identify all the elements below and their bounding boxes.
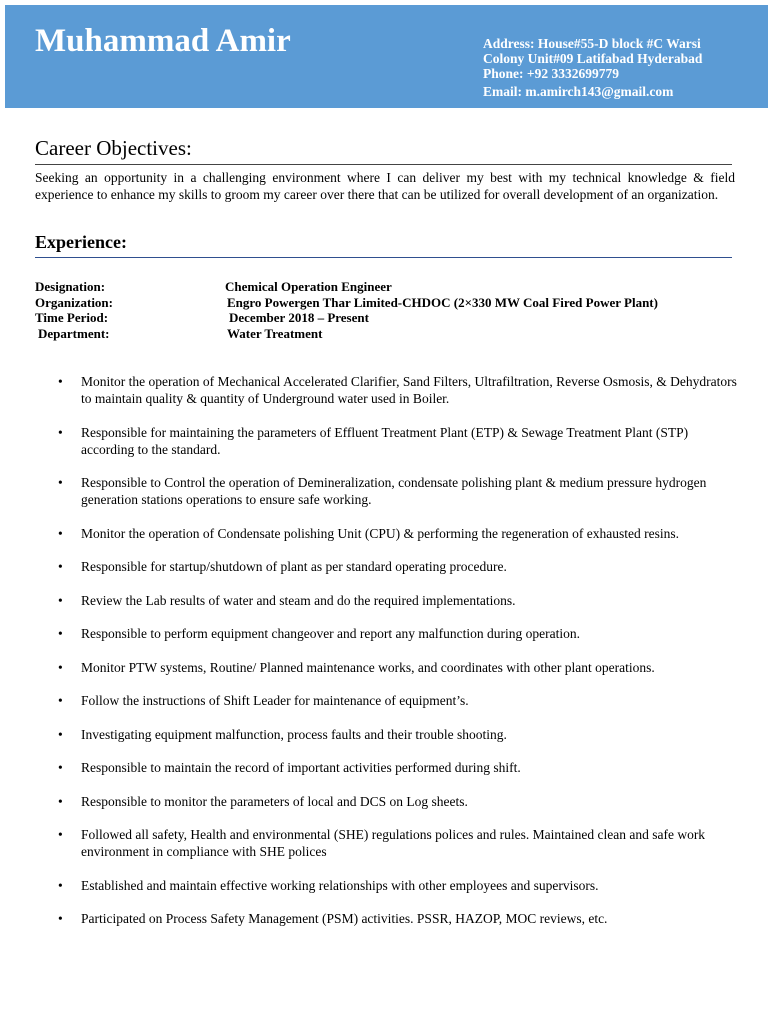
bullet-icon: • <box>58 374 63 389</box>
bullet-icon: • <box>58 877 63 893</box>
duty-text: Monitor the operation of Mechanical Accelerated Clarifier, Sand Filters, Ultrafiltration, Reverse Osmosis, & Dehydrators to maintain quality & quantity of Underground water used in Boiler. <box>81 374 737 406</box>
bullet-icon: • <box>58 760 63 775</box>
duty-text: Followed all safety, Health and environmental (SHE) regulations polices and rules. Maintained clean and safe work environment in compliance with SHE polices <box>81 827 706 859</box>
bullet-icon: • <box>58 626 63 641</box>
candidate-name: Muhammad Amir <box>35 23 291 59</box>
bullet-icon: • <box>58 793 63 809</box>
bullet-icon: • <box>58 726 63 742</box>
duty-text: Participated on Process Safety Management (PSM) activities. PSSR, HAZOP, MOC reviews, etc. <box>81 911 608 926</box>
list-item <box>0 474 768 508</box>
list-item <box>0 424 768 458</box>
duty-text: Follow the instructions of Shift Leader for maintenance of equipment’s. <box>81 693 469 708</box>
designation-value: Chemical Operation Engineer <box>225 279 392 294</box>
contact-info <box>483 36 763 99</box>
phone-number: Phone: +92 3332699779 <box>483 66 619 81</box>
time-period-value: December 2018 – Present <box>229 310 369 325</box>
duty-text: Monitor the operation of Condensate polishing Unit (CPU) & performing the regeneration of exhausted resins. <box>81 525 679 541</box>
organization-label: Organization: <box>35 294 113 310</box>
bullet-icon: • <box>58 659 63 675</box>
list-item <box>0 659 768 676</box>
list-item <box>0 877 768 894</box>
organization-value: Engro Powergen Thar Limited-CHDOC (2×330 MW Coal Fired Power Plant) <box>227 294 658 310</box>
bullet-icon: • <box>58 475 63 490</box>
duty-text: Investigating equipment malfunction, process faults and their trouble shooting. <box>81 726 507 742</box>
address-line-2: Colony Unit#09 Latifabad Hyderabad <box>483 51 703 66</box>
duty-text: Review the Lab results of water and steam and do the required implementations. <box>81 592 516 608</box>
bullet-icon: • <box>58 911 63 926</box>
list-item <box>0 726 768 743</box>
duty-text: Responsible to Control the operation of Demineralization, condensate polishing plant & medium pressure hydrogen generation stations operations to ensure safe working. <box>81 475 707 507</box>
bullet-icon: • <box>58 592 63 608</box>
bullet-icon: • <box>58 424 63 440</box>
department-value: Water Treatment <box>227 325 323 341</box>
email-address[interactable]: Email: m.amirch143@gmail.com <box>483 84 674 99</box>
list-item <box>0 525 768 542</box>
header-banner <box>5 5 768 108</box>
duty-text: Responsible to perform equipment changeover and report any malfunction during operation. <box>81 626 580 641</box>
time-period-label: Time Period: <box>35 310 109 325</box>
bullet-icon: • <box>58 525 63 541</box>
bullet-icon: • <box>58 827 63 842</box>
career-divider <box>35 164 732 165</box>
list-item <box>0 692 768 709</box>
duty-text: Responsible to monitor the parameters of local and DCS on Log sheets. <box>81 793 468 809</box>
list-item <box>0 625 768 642</box>
duty-text: Responsible for maintaining the parameters of Effluent Treatment Plant (ETP) & Sewage Treatment Plant (STP) according to the standard. <box>81 424 689 457</box>
address-line-1: Address: House#55-D block #C Warsi <box>483 36 701 51</box>
list-item <box>0 826 768 860</box>
list-item <box>0 558 768 575</box>
list-item <box>0 592 768 609</box>
career-objective-text: Seeking an opportunity in a challenging environment where I can deliver my best with my technical knowledge & field experience to enhance my skills to groom my career over there that can be utilized for overall development of an organization. <box>35 170 735 202</box>
experience-divider <box>35 257 732 258</box>
duties-list <box>0 373 768 944</box>
list-item <box>0 759 768 776</box>
list-item <box>0 373 768 407</box>
duty-text: Monitor PTW systems, Routine/ Planned maintenance works, and coordinates with other plant operations. <box>81 659 655 675</box>
department-label: Department: <box>38 325 110 341</box>
list-item <box>0 910 768 927</box>
bullet-icon: • <box>58 559 63 574</box>
duty-text: Responsible to maintain the record of important activities performed during shift. <box>81 760 521 775</box>
list-item <box>0 793 768 810</box>
duty-text: Established and maintain effective working relationships with other employees and supervisors. <box>81 877 599 893</box>
bullet-icon: • <box>58 693 63 708</box>
designation-label: Designation: <box>35 279 106 294</box>
duty-text: Responsible for startup/shutdown of plant as per standard operating procedure. <box>81 559 507 574</box>
experience-heading: Experience: <box>35 232 127 252</box>
career-objectives-heading: Career Objectives: <box>35 136 192 160</box>
